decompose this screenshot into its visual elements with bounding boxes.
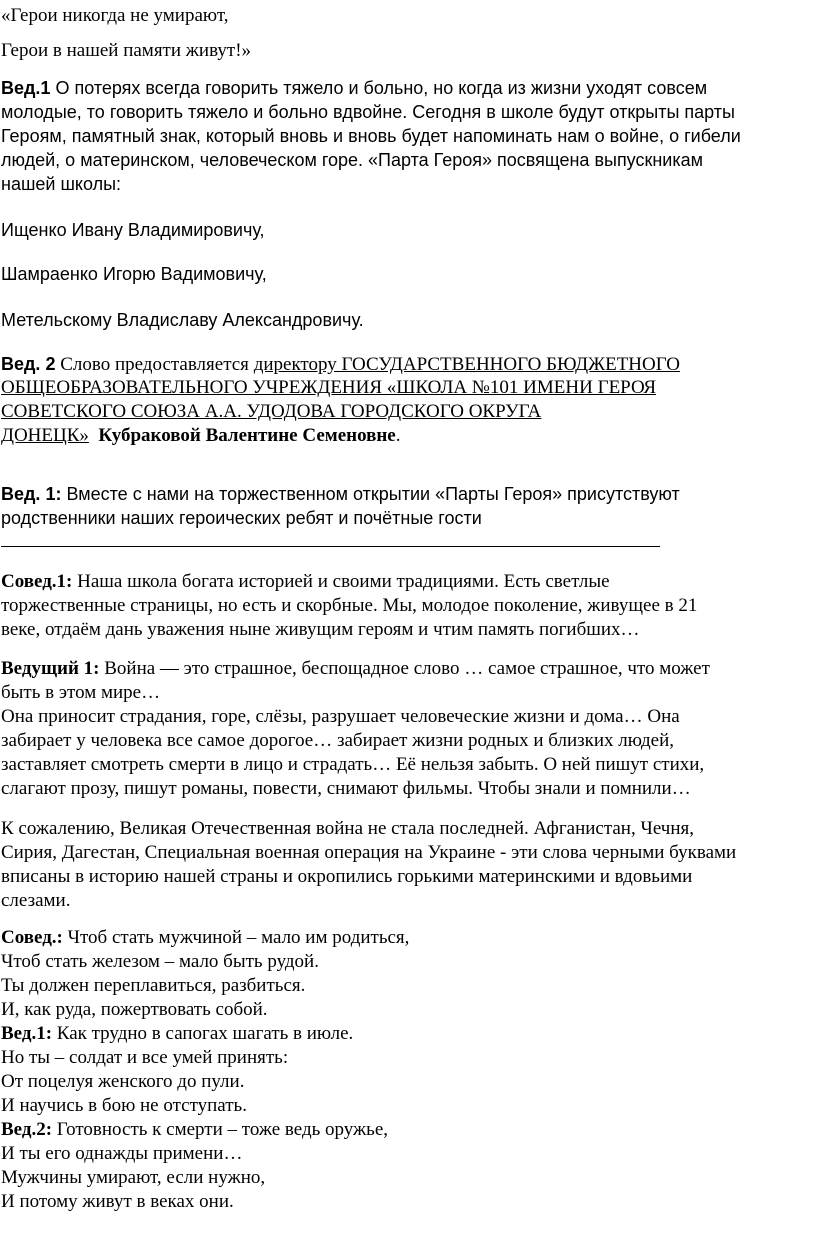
poem-line-10: И ты его однажды примени… — [1, 1143, 243, 1164]
speaker-label: Вед. 2 — [1, 354, 56, 374]
paragraph-4-line-1 — [1, 570, 610, 594]
poem-line-4: И, как руда, пожертвовать собой. — [1, 999, 268, 1020]
poem-line-2: Чтоб стать железом – мало быть рудой. — [1, 951, 319, 972]
paragraph-2-line-3[interactable]: СОВЕТСКОГО СОЮЗА А.А. УДОДОВА ГОРОДСКОГО ОКРУГА — [1, 401, 542, 422]
paragraph-text: О потерях всегда говорить тяжело и больно, но когда из жизни уходят совсем — [50, 78, 708, 98]
poem-line-3: Ты должен переплавиться, разбиться. — [1, 975, 306, 996]
punctuation: . — [395, 425, 401, 446]
paragraph-6-line-1: К сожалению, Великая Отечественная война не стала последней. Афганистан, Чечня, — [1, 818, 694, 839]
poem-line-5 — [1, 1022, 353, 1046]
hero-name-2: Шамраенко Игорю Вадимовичу, — [1, 264, 267, 284]
paragraph-5-line-6: слагают прозу, пишут романы, повести, снимают фильмы. Чтобы знали и помнили… — [1, 778, 691, 799]
paragraph-3-line-2: родственники наших героических ребят и почётные гости — [1, 508, 482, 528]
paragraph-5-line-4: забирает у человека все самое дорогое… забирает жизни родных и близких людей, — [1, 730, 675, 751]
paragraph-1-line-1 — [1, 76, 707, 100]
poem-line-8: И научись в бою не отступать. — [1, 1095, 247, 1116]
paragraph-text: Наша школа богата историей и своими традициями. Есть светлые — [72, 571, 610, 592]
director-link[interactable]: директору ГОСУДАРСТВЕННОГО БЮДЖЕТНОГО — [253, 354, 680, 375]
speaker-label: Вед.2: — [1, 1119, 53, 1140]
paragraph-5-line-5: заставляет смотреть смерти в лицо и страдать… Её нельзя забыть. О ней пишут стихи, — [1, 754, 705, 775]
separator-line — [1, 546, 660, 547]
speaker-label: Ведущий 1: — [1, 658, 100, 679]
director-link-end[interactable]: ДОНЕЦК» — [1, 425, 89, 446]
paragraph-5-line-3: Она приносит страдания, горе, слёзы, разрушает человеческие жизни и дома… Она — [1, 706, 680, 727]
paragraph-2-line-4 — [1, 424, 401, 448]
poem-line-9 — [1, 1118, 388, 1142]
speaker-label: Совед.1: — [1, 571, 73, 592]
poem-line-1 — [1, 926, 409, 950]
hero-name-1: Ищенко Ивану Владимировичу, — [1, 220, 265, 240]
poem-line-12: И потому живут в веках они. — [1, 1191, 234, 1212]
paragraph-text: Вместе с нами на торжественном открытии «Парты Героя» присутствуют — [61, 484, 680, 504]
paragraph-6-line-4: слезами. — [1, 890, 71, 911]
paragraph-4-line-2: торжественные страницы, но есть и скорбные. Мы, молодое поколение, живущее в 21 — [1, 595, 698, 616]
paragraph-2-line-1 — [1, 352, 680, 377]
paragraph-6-line-2: Сирия, Дагестан, Специальная военная операция на Украине - эти слова черными буквами — [1, 842, 737, 863]
paragraph-3-line-1 — [1, 482, 680, 506]
poem-line-6: Но ты – солдат и все умей принять: — [1, 1047, 289, 1068]
poem-line-11: Мужчины умирают, если нужно, — [1, 1167, 266, 1188]
epigraph-line-1: «Герои никогда не умирают, — [1, 5, 229, 26]
paragraph-1-line-2: молодые, то говорить тяжело и больно вдвойне. Сегодня в школе будут открыты парты — [1, 102, 735, 122]
paragraph-text: Слово предоставляется — [55, 354, 254, 375]
paragraph-5-line-2: быть в этом мире… — [1, 682, 161, 703]
paragraph-6-line-3: вписаны в историю нашей страны и окропились горькими материнскими и вдовьими — [1, 866, 693, 887]
speaker-label: Вед. 1: — [1, 484, 62, 504]
paragraph-4-line-3: веке, отдаём дань уважения ныне живущим героям и чтим память погибших… — [1, 619, 640, 640]
speaker-label: Совед.: — [1, 927, 63, 948]
speaker-label: Вед.1: — [1, 1023, 53, 1044]
epigraph-line-2: Герои в нашей памяти живут!» — [1, 40, 252, 61]
hero-name-3: Метельскому Владиславу Александровичу. — [1, 310, 364, 330]
speaker-label: Вед.1 — [1, 78, 51, 98]
paragraph-1-line-5: нашей школы: — [1, 174, 122, 194]
paragraph-2-line-2[interactable]: ОБЩЕОБРАЗОВАТЕЛЬНОГО УЧРЕЖДЕНИЯ «ШКОЛА №101 ИМЕНИ ГЕРОЯ — [1, 377, 657, 398]
paragraph-1-line-4: людей, о материнском, человеческом горе. «Парта Героя» посвящена выпускникам — [1, 150, 704, 170]
poem-text: Как трудно в сапогах шагать в июле. — [52, 1023, 354, 1044]
poem-line-7: От поцелуя женского до пули. — [1, 1071, 245, 1092]
poem-text: Чтоб стать мужчиной – мало им родиться, — [62, 927, 410, 948]
director-name: Кубраковой Валентине Семеновне — [98, 425, 396, 446]
paragraph-1-line-3: Героям, памятный знак, который вновь и вновь будет напоминать нам о войне, о гибели — [1, 126, 741, 146]
paragraph-5-line-1 — [1, 657, 710, 681]
poem-text: Готовность к смерти – тоже ведь оружье, — [52, 1119, 389, 1140]
paragraph-text: Война — это страшное, беспощадное слово … самое страшное, что может — [99, 658, 710, 679]
